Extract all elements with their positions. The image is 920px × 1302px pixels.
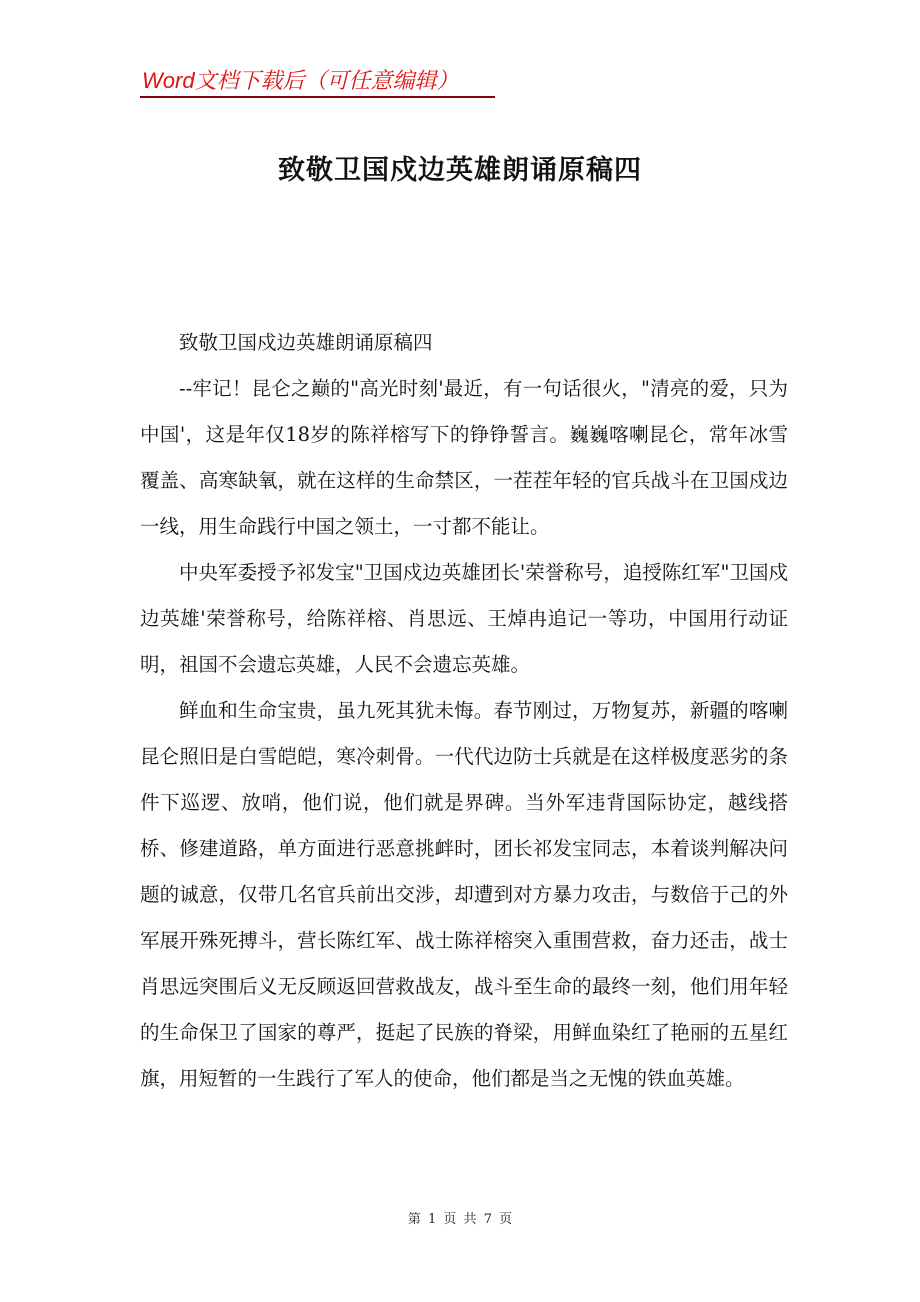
paragraph: --牢记！昆仑之巅的"高光时刻'最近，有一句话很火，"清亮的爱，只为中国'，这是年仅18岁的陈祥榕写下的铮铮誓言。巍巍喀喇昆仑，常年冰雪覆盖、高寒缺氧，就在这样的生命禁区，一茬茬年轻的官兵战斗在卫国戍边一线，用生命践行中国之领土，一寸都不能让。 <box>140 377 788 538</box>
download-banner <box>140 62 495 98</box>
paragraph-heading: 致敬卫国戍边英雄朗诵原稿四 <box>179 331 433 354</box>
download-banner-text: Word文档下载后（可任意编辑） <box>142 68 459 93</box>
document-body <box>140 320 788 1102</box>
page-number: 第 1 页 共 7 页 <box>407 1212 513 1227</box>
document-title: 致敬卫国戍边英雄朗诵原稿四 <box>278 155 642 186</box>
paragraph: 鲜血和生命宝贵，虽九死其犹未悔。春节刚过，万物复苏，新疆的喀喇昆仑照旧是白雪皑皑，寒冷刺骨。一代代边防士兵就是在这样极度恶劣的条件下巡逻、放哨，他们说，他们就是界碑。当外军违背国际协定，越线搭桥、修建道路，单方面进行恶意挑衅时，团长祁发宝同志，本着谈判解决问题的诚意，仅带几名官兵前出交涉，却遭到对方暴力攻击，与数倍于己的外军展开殊死搏斗，营长陈红军、战士陈祥榕突入重围营救，奋力还击，战士肖思远突围后义无反顾返回营救战友，战斗至生命的最终一刻，他们用年轻的生命保卫了国家的尊严，挺起了民族的脊梁，用鲜血染红了艳丽的五星红旗，用短暂的一生践行了军人的使命，他们都是当之无愧的铁血英雄。 <box>140 699 788 1090</box>
paragraph: 中央军委授予祁发宝"卫国戍边英雄团长'荣誉称号，追授陈红军"卫国戍边英雄'荣誉称号，给陈祥榕、肖思远、王焯冉追记一等功，中国用行动证明，祖国不会遗忘英雄，人民不会遗忘英雄。 <box>140 561 788 676</box>
